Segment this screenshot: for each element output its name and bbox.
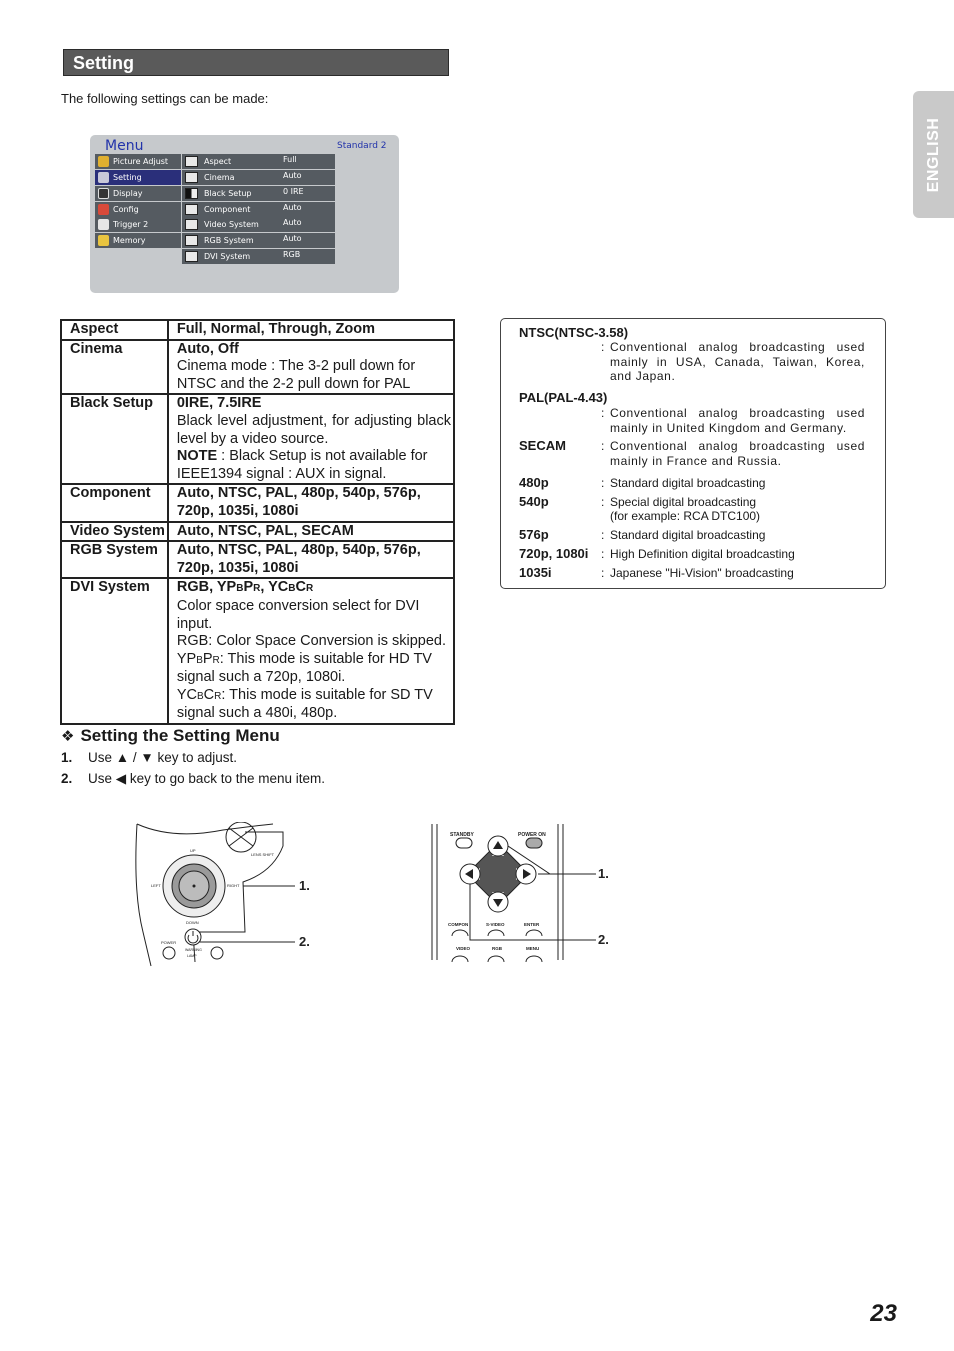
cinema-icon	[185, 172, 198, 183]
table-row	[61, 522, 454, 542]
setting-name: RGB System	[61, 541, 168, 578]
language-tab-label: ENGLISH	[924, 117, 942, 192]
step-2: 2. Use ◀ key to go back to the menu item.	[61, 771, 325, 786]
pal-desc: Conventional analog broadcasting used mainly in United Kingdom and Germany.	[610, 406, 865, 435]
setting-values: Auto, NTSC, PAL, 480p, 540p, 576p, 720p, 1035i, 1080i	[168, 484, 454, 521]
table-row	[61, 340, 454, 395]
callout-1: 1.	[299, 878, 310, 893]
table-row	[61, 484, 454, 521]
s-video-label: S-VIDEO	[486, 922, 505, 927]
callout-2: 2.	[598, 932, 609, 947]
480p-label: 480p	[519, 475, 549, 490]
lamp-label: LAMP	[187, 954, 197, 958]
osd-picture-mode: Standard 2	[337, 141, 387, 151]
pal-label: PAL(PAL-4.43)	[519, 390, 608, 405]
picture-adjust-icon	[98, 156, 109, 167]
setting-name: DVI System	[61, 578, 168, 724]
osd-row-aspect: Aspect Full	[182, 154, 335, 169]
setting-name: Component	[61, 484, 168, 521]
720p-desc: High Definition digital broadcasting	[610, 547, 795, 561]
colon: :	[601, 340, 605, 354]
1035i-label: 1035i	[519, 565, 552, 580]
intro-text: The following settings can be made:	[61, 91, 269, 106]
component-icon	[185, 204, 198, 215]
540p-desc: Special digital broadcasting	[610, 495, 757, 509]
colon: :	[601, 406, 605, 420]
black-setup-icon	[185, 188, 198, 199]
language-tab	[913, 91, 954, 218]
power-label: POWER	[161, 940, 177, 945]
colon: :	[601, 439, 605, 453]
osd-row-component: Component Auto	[182, 202, 335, 217]
callout-1: 1.	[598, 866, 609, 881]
display-icon	[98, 188, 109, 199]
memory-icon	[98, 235, 109, 246]
projector-panel-illustration	[133, 822, 323, 968]
setting-name: Aspect	[61, 320, 168, 340]
page-number: 23	[870, 1300, 897, 1327]
setting-name: Black Setup	[61, 394, 168, 484]
540p-label: 540p	[519, 494, 549, 509]
table-row	[61, 320, 454, 340]
left-label: LEFT	[151, 883, 161, 888]
480p-desc: Standard digital broadcasting	[610, 476, 766, 490]
callout-2: 2.	[299, 934, 310, 949]
osd-row-cinema: Cinema Auto	[182, 170, 335, 185]
576p-label: 576p	[519, 527, 549, 542]
colon: :	[601, 495, 605, 509]
enter-label: ENTER	[524, 922, 540, 927]
step-1: 1. Use ▲ / ▼ key to adjust.	[61, 750, 238, 765]
table-row	[61, 578, 454, 724]
up-label: UP	[190, 848, 196, 853]
colon: :	[601, 566, 605, 580]
setting-values: Auto, NTSC, PAL, SECAM	[168, 522, 454, 542]
table-row	[61, 394, 454, 484]
osd-row-dvi-system: DVI System RGB	[182, 249, 335, 264]
warning-label: WARNING	[185, 948, 202, 952]
diamond-bullet-icon: ❖	[61, 728, 75, 745]
setting-values: Full, Normal, Through, Zoom	[168, 320, 454, 340]
component-label: COMPON	[448, 922, 469, 927]
section-title: Setting	[63, 49, 449, 76]
osd-menu-title: Menu	[105, 138, 144, 154]
rgb-label: RGB	[492, 946, 502, 951]
setting-values: 0IRE, 7.5IRE Black level adjustment, for adjusting black level by a video source. NOTE : Black Setup is not available for IEEE1394 signal : AUX in signal.	[168, 394, 454, 484]
setting-values: Auto, NTSC, PAL, 480p, 540p, 576p, 720p, 1035i, 1080i	[168, 541, 454, 578]
power-on-label: POWER ON	[518, 832, 546, 838]
rgb-system-icon	[185, 235, 198, 246]
standby-label: STANDBY	[450, 832, 474, 838]
osd-item-setting: Setting	[95, 170, 181, 185]
osd-item-config: Config	[95, 202, 181, 217]
remote-control-illustration	[430, 822, 620, 962]
ntsc-desc: Conventional analog broadcasting used mainly in USA, Canada, Taiwan, Korea, and Japan.	[610, 340, 865, 383]
setting-icon	[98, 172, 109, 183]
1035i-desc: Japanese "Hi-Vision" broadcasting	[610, 566, 794, 580]
osd-menu-screenshot	[90, 135, 399, 293]
menu-label: MENU	[526, 946, 540, 951]
setting-values: Auto, Off Cinema mode : The 3-2 pull down for NTSC and the 2-2 pull down for PAL	[168, 340, 454, 395]
setting-name: Cinema	[61, 340, 168, 395]
540p-example: (for example: RCA DTC100)	[610, 509, 761, 523]
colon: :	[601, 476, 605, 490]
osd-row-rgb-system: RGB System Auto	[182, 233, 335, 248]
aspect-icon	[185, 156, 198, 167]
secam-desc: Conventional analog broadcasting used mainly in France and Russia.	[610, 439, 865, 468]
dvi-system-icon	[185, 251, 198, 262]
settings-table	[60, 319, 455, 725]
trigger-icon	[98, 219, 109, 230]
colon: :	[601, 547, 605, 561]
setting-name: Video System	[61, 522, 168, 542]
osd-item-display: Display	[95, 186, 181, 201]
colon: :	[601, 528, 605, 542]
ntsc-label: NTSC(NTSC-3.58)	[519, 325, 629, 340]
broadcast-systems-box	[500, 318, 886, 589]
lens-shift-label: LENS SHIFT	[251, 852, 275, 857]
config-icon	[98, 204, 109, 215]
osd-row-video-system: Video System Auto	[182, 217, 335, 232]
secam-label: SECAM	[519, 438, 566, 453]
video-system-icon	[185, 219, 198, 230]
video-label: VIDEO	[456, 946, 471, 951]
osd-item-picture-adjust: Picture Adjust	[95, 154, 181, 169]
subsection-title: ❖ Setting the Setting Menu	[61, 726, 280, 745]
osd-row-black-setup: Black Setup 0 IRE	[182, 186, 335, 201]
right-label: RIGHT	[227, 883, 240, 888]
osd-item-memory: Memory	[95, 233, 181, 248]
table-row	[61, 541, 454, 578]
down-label: DOWN	[186, 920, 199, 925]
720p-label: 720p, 1080i	[519, 546, 589, 561]
setting-values: RGB, YPBPR, YCBCR Color space conversion select for DVI input. RGB: Color Space Conversion is skipped. YPBPR: This mode is suitable for HD TV signal such a 720p, 1080i. YCBCR: This mode is suitable for SD TV signal such a 480i, 480p.	[168, 578, 454, 724]
576p-desc: Standard digital broadcasting	[610, 528, 766, 542]
osd-item-trigger: Trigger 2	[95, 217, 181, 232]
